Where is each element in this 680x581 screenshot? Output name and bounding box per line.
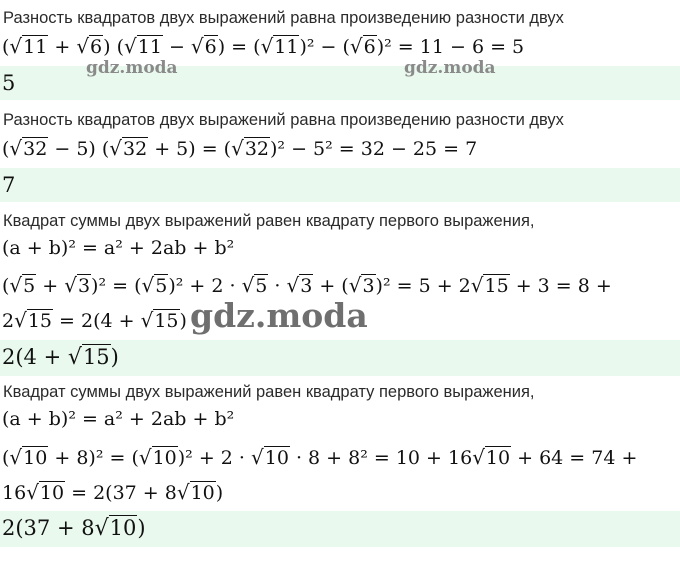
- solution-4-line-2: (√10 + 8)² = (√10)² + 2 · √10 · 8 + 8² = 10 + 16√10 + 64 = 74 +: [2, 445, 638, 469]
- solution-4-line-1: (a + b)² = a² + 2ab + b²: [2, 408, 235, 430]
- watermark-logo: gdz.moda: [86, 58, 178, 78]
- solution-4-note: Квадрат суммы двух выражений равен квадрату первого выражения,: [3, 383, 535, 401]
- solution-1-line-1: (√11 + √6) (√11 − √6) = (√11)² − (√6)² = 11 − 6 = 5: [2, 34, 525, 58]
- solution-2-note: Разность квадратов двух выражений равна произведению разности двух: [3, 111, 564, 129]
- solution-3-line-1: (a + b)² = a² + 2ab + b²: [2, 237, 235, 259]
- solution-2-line-1: (√32 − 5) (√32 + 5) = (√32)² − 5² = 32 − 25 = 7: [2, 136, 478, 160]
- solution-2-answer: 7: [0, 168, 680, 202]
- solution-1-note: Разность квадратов двух выражений равна произведению разности двух: [3, 9, 564, 27]
- solution-1-answer: 5: [0, 66, 680, 100]
- watermark-logo: gdz.moda: [190, 296, 368, 335]
- solution-4-line-3: 16√10 = 2(37 + 8√10): [2, 480, 224, 504]
- watermark-logo: gdz.moda: [404, 58, 496, 78]
- solution-3-line-3: 2√15 = 2(4 + √15): [2, 308, 187, 332]
- solution-3-answer: 2(4 + √15): [0, 340, 680, 376]
- solution-3-line-2: (√5 + √3)² = (√5)² + 2 · √5 · √3 + (√3)² = 5 + 2√15 + 3 = 8 +: [2, 273, 612, 297]
- solution-4-answer: 2(37 + 8√10): [0, 511, 680, 547]
- solution-3-note: Квадрат суммы двух выражений равен квадрату первого выражения,: [3, 212, 535, 230]
